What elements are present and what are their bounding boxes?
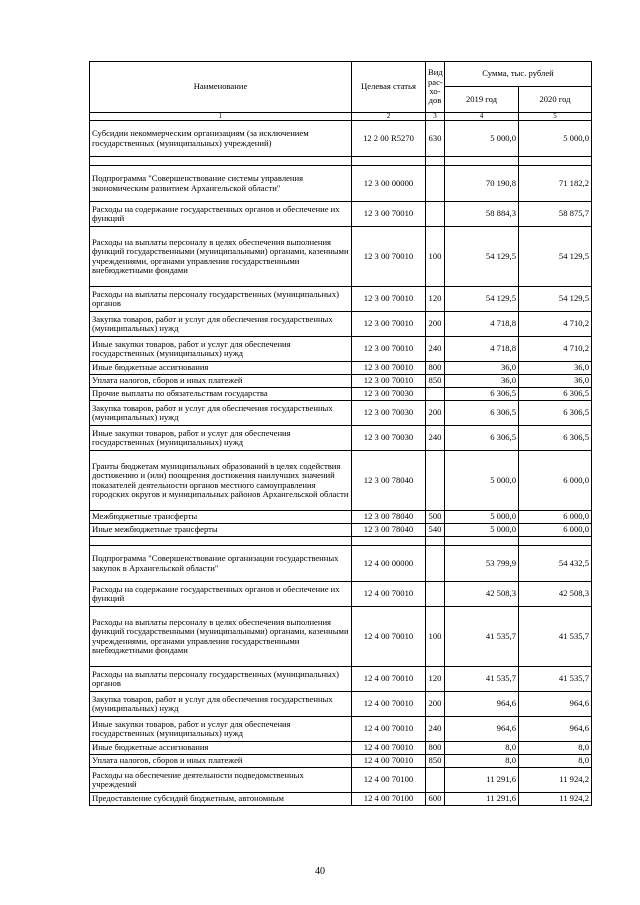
row-name: Расходы на обеспечение деятельности подведомственных учреждений	[90, 768, 352, 793]
row-target-article: 12 4 00 70010	[352, 667, 426, 692]
row-expense-type	[426, 582, 445, 607]
row-expense-type	[426, 388, 445, 401]
row-target-article: 12 3 00 70030	[352, 426, 426, 451]
row-sum-2019: 36,0	[445, 375, 519, 388]
row-name: Расходы на выплаты персоналу государственных (муниципальных) органов	[90, 667, 352, 692]
row-expense-type: 120	[426, 667, 445, 692]
row-name: Подпрограмма "Совершенствование организации государственных закупок в Архангельской области"	[90, 546, 352, 582]
row-expense-type	[426, 451, 445, 511]
row-target-article: 12 4 00 70100	[352, 768, 426, 793]
row-target-article: 12 3 00 78040	[352, 511, 426, 524]
header-year-2020: 2020 год	[519, 87, 592, 113]
row-target-article: 12 3 00 78040	[352, 524, 426, 537]
row-target-article: 12 4 00 70010	[352, 692, 426, 717]
row-sum-2020: 6 000,0	[519, 524, 592, 537]
column-index: 3	[426, 113, 445, 121]
row-expense-type: 630	[426, 121, 445, 157]
row-expense-type	[426, 166, 445, 202]
row-sum-2020: 41 535,7	[519, 667, 592, 692]
row-name: Иные бюджетные ассигнования	[90, 362, 352, 375]
row-expense-type: 500	[426, 511, 445, 524]
row-sum-2020: 6 000,0	[519, 511, 592, 524]
spacer-row	[90, 537, 592, 546]
table-row	[90, 362, 592, 375]
row-sum-2019: 4 718,8	[445, 337, 519, 362]
page-number: 40	[315, 866, 325, 877]
row-sum-2020: 4 710,2	[519, 312, 592, 337]
table-row	[90, 717, 592, 742]
row-expense-type: 120	[426, 287, 445, 312]
row-name: Расходы на содержание государственных органов и обеспечение их функций	[90, 582, 352, 607]
row-name: Межбюджетные трансферты	[90, 511, 352, 524]
row-name: Закупка товаров, работ и услуг для обеспечения государственных (муниципальных) нужд	[90, 692, 352, 717]
table-row	[90, 582, 592, 607]
row-expense-type: 850	[426, 375, 445, 388]
row-name: Подпрограмма "Совершенствование системы управления экономическим развитием Архангельской области"	[90, 166, 352, 202]
row-sum-2019: 964,6	[445, 692, 519, 717]
row-expense-type: 600	[426, 793, 445, 806]
table-row	[90, 524, 592, 537]
table-row	[90, 426, 592, 451]
spacer-row	[90, 157, 592, 166]
row-name: Закупка товаров, работ и услуг для обеспечения государственных (муниципальных) нужд	[90, 401, 352, 426]
row-expense-type: 240	[426, 337, 445, 362]
row-target-article: 12 3 00 70010	[352, 227, 426, 287]
table-row	[90, 755, 592, 768]
row-expense-type	[426, 546, 445, 582]
header-sum: Сумма, тыс. рублей	[445, 62, 592, 87]
table-row	[90, 375, 592, 388]
row-sum-2019: 964,6	[445, 717, 519, 742]
row-target-article: 12 4 00 70010	[352, 755, 426, 768]
table-row	[90, 692, 592, 717]
table-row	[90, 451, 592, 511]
row-sum-2019: 8,0	[445, 742, 519, 755]
row-sum-2020: 54 432,5	[519, 546, 592, 582]
row-name: Расходы на выплаты персоналу в целях обеспечения выполнения функций государственными (муниципальными) органами, казенными учреждениями, органами управления государственными внебюджетными фондами	[90, 227, 352, 287]
row-sum-2019: 6 306,5	[445, 388, 519, 401]
row-sum-2020: 8,0	[519, 742, 592, 755]
row-expense-type: 200	[426, 692, 445, 717]
row-name: Закупка товаров, работ и услуг для обеспечения государственных (муниципальных) нужд	[90, 312, 352, 337]
row-target-article: 12 4 00 70010	[352, 717, 426, 742]
row-sum-2019: 5 000,0	[445, 511, 519, 524]
row-sum-2020: 8,0	[519, 755, 592, 768]
row-sum-2020: 36,0	[519, 362, 592, 375]
row-name: Предоставление субсидий бюджетным, автономным	[90, 793, 352, 806]
table-row	[90, 388, 592, 401]
row-sum-2019: 5 000,0	[445, 121, 519, 157]
row-name: Уплата налогов, сборов и иных платежей	[90, 375, 352, 388]
row-expense-type: 100	[426, 227, 445, 287]
column-index: 4	[445, 113, 519, 121]
row-name: Уплата налогов, сборов и иных платежей	[90, 755, 352, 768]
row-expense-type	[426, 768, 445, 793]
row-sum-2020: 11 924,2	[519, 793, 592, 806]
row-sum-2019: 8,0	[445, 755, 519, 768]
row-sum-2020: 54 129,5	[519, 227, 592, 287]
row-target-article: 12 2 00 R5270	[352, 121, 426, 157]
header-name: Наименование	[90, 62, 352, 113]
row-name: Прочие выплаты по обязательствам государства	[90, 388, 352, 401]
row-sum-2020: 41 535,7	[519, 607, 592, 667]
row-expense-type: 850	[426, 755, 445, 768]
row-expense-type: 800	[426, 742, 445, 755]
column-index: 1	[90, 113, 352, 121]
table-row	[90, 768, 592, 793]
header-target-article: Целевая статья	[352, 62, 426, 113]
row-sum-2020: 71 182,2	[519, 166, 592, 202]
row-name: Иные бюджетные ассигнования	[90, 742, 352, 755]
row-target-article: 12 3 00 70010	[352, 287, 426, 312]
row-target-article: 12 3 00 70010	[352, 312, 426, 337]
row-expense-type: 540	[426, 524, 445, 537]
row-sum-2020: 964,6	[519, 692, 592, 717]
row-sum-2019: 41 535,7	[445, 607, 519, 667]
row-expense-type: 240	[426, 717, 445, 742]
row-sum-2019: 41 535,7	[445, 667, 519, 692]
row-target-article: 12 3 00 70030	[352, 388, 426, 401]
row-target-article: 12 3 00 00000	[352, 166, 426, 202]
row-sum-2019: 54 129,5	[445, 287, 519, 312]
budget-table	[89, 61, 592, 806]
row-sum-2020: 6 306,5	[519, 388, 592, 401]
table-row	[90, 667, 592, 692]
row-expense-type	[426, 202, 445, 227]
row-target-article: 12 4 00 00000	[352, 546, 426, 582]
row-name: Гранты бюджетам муниципальных образований в целях содействия достижению и (или) поощрения достижения наилучших значений показателей деятельности органов местного самоуправления городских округов и муниципальных районов Архангельской области	[90, 451, 352, 511]
column-index: 5	[519, 113, 592, 121]
row-name: Иные закупки товаров, работ и услуг для обеспечения государственных (муниципальных) нужд	[90, 426, 352, 451]
row-target-article: 12 4 00 70010	[352, 582, 426, 607]
row-name: Субсидии некоммерческим организациям (за исключением государственных (муниципальных) учреждений)	[90, 121, 352, 157]
row-sum-2019: 70 190,8	[445, 166, 519, 202]
table-row	[90, 121, 592, 157]
row-sum-2020: 5 000,0	[519, 121, 592, 157]
row-expense-type: 800	[426, 362, 445, 375]
row-sum-2019: 36,0	[445, 362, 519, 375]
row-sum-2019: 4 718,8	[445, 312, 519, 337]
row-expense-type: 200	[426, 312, 445, 337]
row-sum-2020: 42 508,3	[519, 582, 592, 607]
table-row	[90, 312, 592, 337]
row-sum-2019: 58 884,3	[445, 202, 519, 227]
row-target-article: 12 3 00 70010	[352, 202, 426, 227]
row-expense-type: 100	[426, 607, 445, 667]
row-name: Расходы на содержание государственных органов и обеспечение их функций	[90, 202, 352, 227]
row-sum-2019: 54 129,5	[445, 227, 519, 287]
row-sum-2020: 54 129,5	[519, 287, 592, 312]
subprogram-row	[90, 166, 592, 202]
table-row	[90, 793, 592, 806]
subprogram-row	[90, 546, 592, 582]
row-target-article: 12 4 00 70010	[352, 607, 426, 667]
row-expense-type: 240	[426, 426, 445, 451]
row-sum-2020: 58 875,7	[519, 202, 592, 227]
row-sum-2020: 36,0	[519, 375, 592, 388]
row-sum-2019: 5 000,0	[445, 451, 519, 511]
table-row	[90, 337, 592, 362]
row-sum-2019: 42 508,3	[445, 582, 519, 607]
table-row	[90, 287, 592, 312]
column-index: 2	[352, 113, 426, 121]
table-row	[90, 511, 592, 524]
table-row	[90, 401, 592, 426]
table-row	[90, 202, 592, 227]
row-sum-2020: 6 306,5	[519, 401, 592, 426]
row-sum-2020: 6 000,0	[519, 451, 592, 511]
row-target-article: 12 4 00 70100	[352, 793, 426, 806]
row-sum-2020: 6 306,5	[519, 426, 592, 451]
row-sum-2020: 11 924,2	[519, 768, 592, 793]
table-row	[90, 227, 592, 287]
row-name: Расходы на выплаты персоналу в целях обеспечения выполнения функций государственными (муниципальными) органами, казенными учреждениями, органами управления государственными внебюджетными фондами	[90, 607, 352, 667]
row-name: Иные межбюджетные трансферты	[90, 524, 352, 537]
row-sum-2019: 11 291,6	[445, 793, 519, 806]
row-target-article: 12 4 00 70010	[352, 742, 426, 755]
row-sum-2019: 6 306,5	[445, 426, 519, 451]
row-sum-2019: 11 291,6	[445, 768, 519, 793]
row-name: Расходы на выплаты персоналу государственных (муниципальных) органов	[90, 287, 352, 312]
row-sum-2020: 964,6	[519, 717, 592, 742]
row-target-article: 12 3 00 70030	[352, 401, 426, 426]
row-sum-2019: 6 306,5	[445, 401, 519, 426]
row-name: Иные закупки товаров, работ и услуг для обеспечения государственных (муниципальных) нужд	[90, 337, 352, 362]
row-sum-2020: 4 710,2	[519, 337, 592, 362]
row-target-article: 12 3 00 70010	[352, 362, 426, 375]
table-row	[90, 607, 592, 667]
header-expense-type: Вид рас- хо- дов	[426, 62, 445, 113]
row-expense-type: 200	[426, 401, 445, 426]
row-sum-2019: 5 000,0	[445, 524, 519, 537]
row-target-article: 12 3 00 70010	[352, 337, 426, 362]
column-index-row	[90, 113, 592, 121]
row-sum-2019: 53 799,9	[445, 546, 519, 582]
row-target-article: 12 3 00 70010	[352, 375, 426, 388]
header-year-2019: 2019 год	[445, 87, 519, 113]
row-name: Иные закупки товаров, работ и услуг для обеспечения государственных (муниципальных) нужд	[90, 717, 352, 742]
row-target-article: 12 3 00 78040	[352, 451, 426, 511]
table-row	[90, 742, 592, 755]
